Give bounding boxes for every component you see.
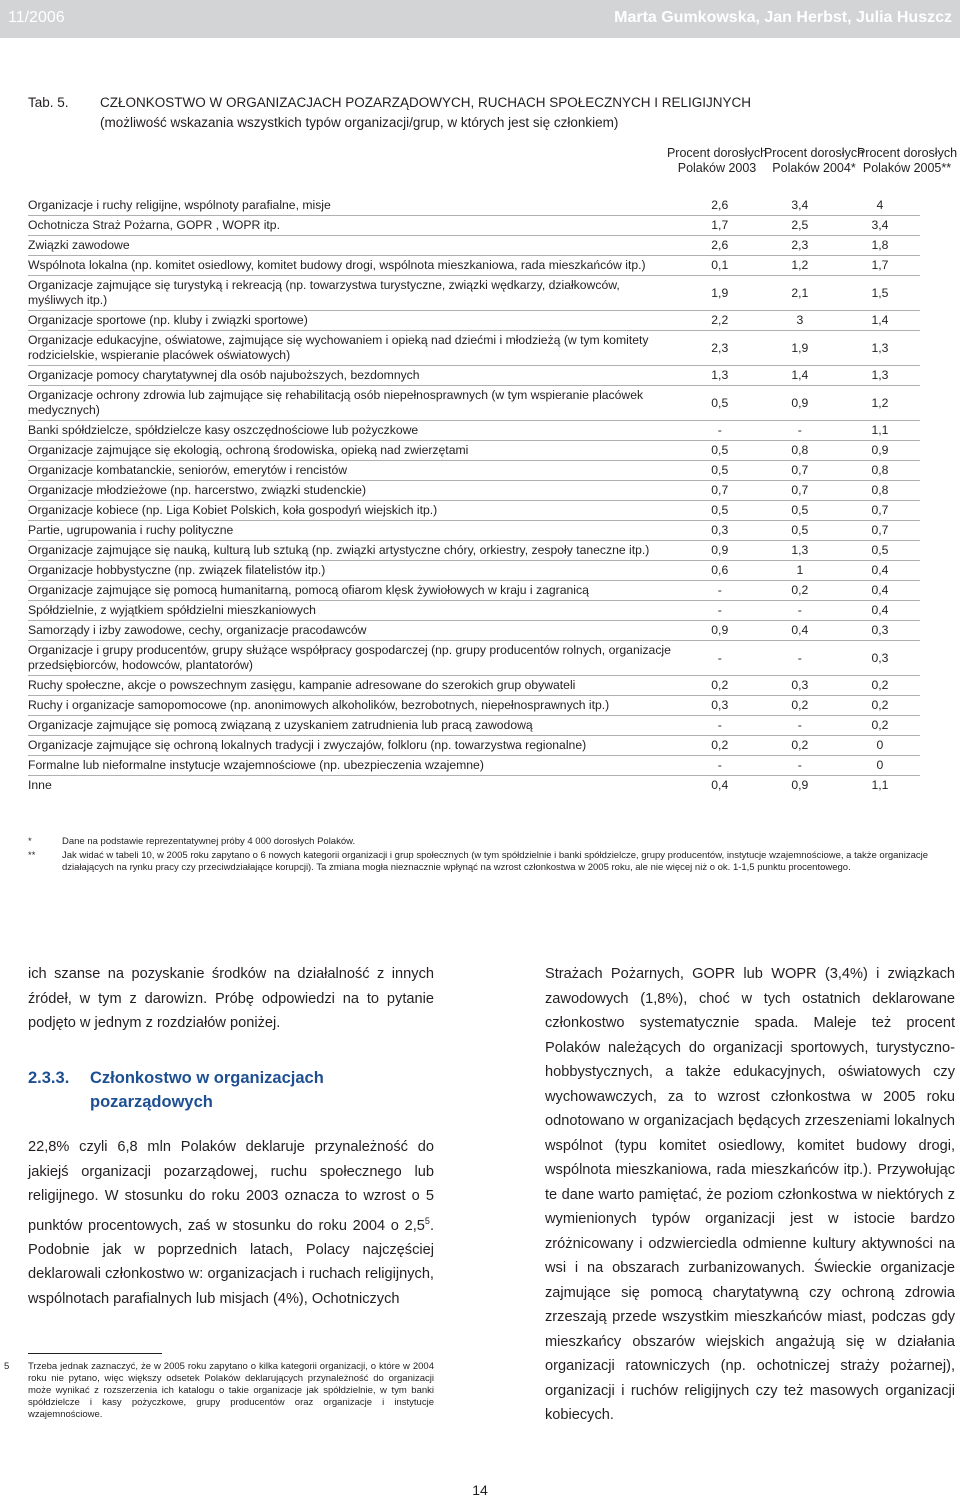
row-label: Organizacje zajmujące się pomocą humanitarną, pomocą ofiarom klęsk żywiołowych w kraju i zagranicą [28, 581, 680, 601]
value-2003: 2,3 [680, 331, 760, 366]
value-2003: - [680, 421, 760, 441]
row-label: Organizacje edukacyjne, oświatowe, zajmujące się wychowaniem i opieką nad dziećmi i młodzieżą (w tym komitety rodzicielskie, wspieranie placówek oświatowych) [28, 331, 680, 366]
page-header-bar [0, 0, 960, 38]
value-2005: 0 [840, 756, 920, 776]
row-label: Organizacje młodzieżowe (np. harcerstwo, związki studenckie) [28, 481, 680, 501]
value-2003: 0,7 [680, 481, 760, 501]
section-title: Członkostwo w organizacjach pozarządowych [90, 1069, 324, 1111]
paragraph-text: ich szanse na pozyskanie środków na działalność z innych źródeł, w tym z darowizn. Próbę odpowiedzi na to pytanie podjęto w jednym z rozdziałów poniżej. [28, 966, 434, 1031]
value-2003: 0,2 [680, 736, 760, 756]
row-label: Inne [28, 778, 52, 792]
value-2004: 2,1 [760, 276, 840, 311]
footnote-ref: 5 [424, 1215, 430, 1226]
value-2004: 0,9 [760, 386, 840, 421]
row-label: Organizacje pomocy charytatywnej dla osób najuboższych, bezdomnych [28, 366, 680, 386]
value-2005: 1,8 [840, 236, 920, 256]
row-label: Samorządy i izby zawodowe, cechy, organizacje pracodawców [28, 621, 680, 641]
row-label: Wspólnota lokalna (np. komitet osiedlowy, komitet budowy drogi, wspólnota mieszkaniowa, rada mieszkańców itp.) [28, 256, 680, 276]
value-2005: 0,9 [840, 441, 920, 461]
row-label: Organizacje zajmujące się nauką, kulturą lub sztuką (np. związki artystyczne chóry, orkiestry, zespoły taneczne itp.) [28, 541, 680, 561]
footnote-text: Jak widać w tabeli 10, w 2005 roku zapytano o 6 nowych kategorii organizacji i grup społecznych (w tym spółdzielnie i banki spółdzielcze, grupy producentów, instytucje wzajemnościowe, a także organizacje działających na rynku pracy czy przeciwdziałające korupcji). Ta zmiana mogła nieznacznie wpłynąć na wzrost członkostwa w 2005 roku, ale nie więcej niż o ok. 1-1,5 punktu procentowego. [62, 850, 929, 873]
row-label: Ruchy i organizacje samopomocowe (np. anonimowych alkoholików, bezrobotnych, niepełnosprawnych itp.) [28, 696, 680, 716]
table-subtitle: (możliwość wskazania wszystkich typów organizacji/grup, w których jest się członkiem) [100, 115, 619, 130]
value-2005: 0,7 [840, 521, 920, 541]
value-2005: 0,2 [840, 676, 920, 696]
table-row [28, 331, 920, 366]
value-2005: 0,2 [840, 716, 920, 736]
value-2003: 0,5 [680, 501, 760, 521]
table-number: Tab. 5. [28, 95, 69, 110]
value-2004: 3 [760, 311, 840, 331]
paragraph-part: . Podobnie jak w poprzednich latach, Polacy najczęściej deklarowali członkostwo w: organizacjach i ruchach religijnych, wspólnotach parafialnych lub misjach (4%), Ochotniczych [28, 1217, 434, 1307]
footnote-divider [28, 1353, 162, 1354]
value-2005: 1,5 [840, 276, 920, 311]
value-2005: 1,4 [840, 311, 920, 331]
table-row [28, 421, 920, 441]
row-label: Organizacje kombatanckie, seniorów, emerytów i rencistów [28, 461, 680, 481]
value-2003: 0,5 [680, 386, 760, 421]
row-label: Formalne lub nieformalne instytucje wzajemnościowe (np. ubezpieczenia wzajemne) [28, 756, 680, 776]
value-2004: 0,5 [760, 501, 840, 521]
value-2005: 1,3 [840, 331, 920, 366]
table-row [28, 501, 920, 521]
value-2005: 3,4 [840, 216, 920, 236]
row-label: Organizacje zajmujące się ekologią, ochroną środowiska, opieką nad zwierzętami [28, 441, 680, 461]
value-2004: 2,5 [760, 216, 840, 236]
row-label: Ruchy społeczne, akcje o powszechnym zasięgu, kampanie adresowane do szerokich grup obywateli [28, 676, 680, 696]
value-2003: 0,3 [680, 696, 760, 716]
value-2004: - [760, 641, 840, 676]
table-row [28, 541, 920, 561]
value-2004: 1,9 [760, 331, 840, 366]
table-row [28, 216, 920, 236]
table-row [28, 696, 920, 716]
value-2003: - [680, 641, 760, 676]
table-row [28, 276, 920, 311]
value-2003: 2,6 [680, 236, 760, 256]
row-label: Organizacje kobiece (np. Liga Kobiet Polskich, koła gospodyń wiejskich itp.) [28, 501, 680, 521]
value-2003: - [680, 601, 760, 621]
value-2005: 0,4 [840, 581, 920, 601]
value-2004: 0,2 [760, 696, 840, 716]
value-2003: 0,5 [680, 441, 760, 461]
footnote-text: Dane na podstawie reprezentatywnej próby 4 000 dorosłych Polaków. [62, 836, 356, 847]
table-row [28, 521, 920, 541]
value-2005: 4 [840, 196, 920, 216]
value-2003: 2,6 [680, 196, 760, 216]
table-row [28, 561, 920, 581]
paragraph-text: Strażach Pożarnych, GOPR lub WOPR (3,4%) i związkach zawodowych (1,8%), choć w tych ostatnich deklarowane członkostwo systematycznie spada. Maleje też procent Polaków należących do organizacji sportowych, turystyczno-hobbystycznych, a także edukacyjnych, oświatowych czy wychowawczych, za to wzrost członkostwa w 2005 roku odnotowano w organizacjach będących zrzeszeniami lokalnych wspólnot (typu komitet osiedlowy, komitet budowy drogi, wspólnota mieszkaniowa, rada mieszkańców itp.). Przywołując te dane warto pamiętać, że poziom członkostwa w niektórych z wymienionych typów organizacji jest w istocie bardzo zróżnicowany i odzwierciedla odmienne kultury aktywności na wsi i na obszarach zurbanizowanych. Świeckie organizacje zajmujące się pomocą charytatywną czy ochroną zdrowia zrzeszają przede wszystkim mieszkańców miast, podczas gdy mieszkańcy obszarów wiejskich angażują się w działania organizacji ratowniczych (np. ochotniczej straży pożarnej), organizacji i ruchów religijnych czy też masowych organizacji kobiecych. [545, 966, 955, 1423]
value-2005: 0,3 [840, 641, 920, 676]
table-row [28, 196, 920, 216]
value-2003: 0,2 [680, 676, 760, 696]
value-2005: 0,2 [840, 696, 920, 716]
value-2004: 0,2 [760, 581, 840, 601]
table-row [28, 621, 920, 641]
value-2005: 1,1 [840, 421, 920, 441]
value-2005: 1,1 [871, 778, 889, 792]
table-row [28, 676, 920, 696]
value-2003: 0,6 [680, 561, 760, 581]
row-label: Organizacje sportowe (np. kluby i związki sportowe) [28, 311, 680, 331]
value-2003: 0,9 [680, 621, 760, 641]
body-paragraph-membership [28, 1135, 434, 1311]
value-2004: 0,8 [760, 441, 840, 461]
footnote-5-text: Trzeba jednak zaznaczyć, że w 2005 roku zapytano o kilka kategorii organizacji, o które w 2004 roku nie pytano, więc większy odsetek Polaków deklarujących przynależność do organizacji może wynikać z rozszerzenia ich katalogu o takie organizacje jak spółdzielnie, w tym banki spółdzielcze i kasy pożyczkowe, grupy producentów oraz organizacje i instytucje wzajemnościowe. [28, 1361, 434, 1420]
row-label: Organizacje i ruchy religijne, wspólnoty parafialne, misje [28, 196, 680, 216]
value-2004: 1,3 [760, 541, 840, 561]
value-2003: - [680, 581, 760, 601]
table-row [28, 581, 920, 601]
value-2003: 2,2 [680, 311, 760, 331]
row-label: Organizacje zajmujące się pomocą związaną z uzyskaniem zatrudnienia lub pracą zawodową [28, 716, 680, 736]
value-2005: 0,4 [840, 561, 920, 581]
column-header-2004: Procent dorosłych Polaków 2004* [763, 146, 865, 175]
value-2003: - [680, 756, 760, 776]
table-row [28, 716, 920, 736]
value-2003: 0,3 [680, 521, 760, 541]
value-2005: 0,3 [840, 621, 920, 641]
value-2003: 1,3 [680, 366, 760, 386]
paragraph-text [28, 1135, 434, 1311]
value-2003: 1,9 [680, 276, 760, 311]
value-2004: 1,4 [760, 366, 840, 386]
value-2005: 1,7 [840, 256, 920, 276]
footnote-5-mark: 5 [4, 1361, 10, 1372]
value-2005: 1,2 [840, 386, 920, 421]
value-2004: 0,3 [760, 676, 840, 696]
row-label: Organizacje i grupy producentów, grupy służące współpracy gospodarczej (np. grupy producentów rolnych, organizacje przedsiębiorców, hodowców, plantatorów) [28, 641, 680, 676]
row-label: Organizacje zajmujące się ochroną lokalnych tradycji i zwyczajów, folkloru (np. towarzystwa regionalne) [28, 736, 680, 756]
row-label: Partie, ugrupowania i ruchy polityczne [28, 521, 680, 541]
value-2003: 0,1 [680, 256, 760, 276]
table-row [28, 366, 920, 386]
value-2005: 0,5 [840, 541, 920, 561]
value-2004: 3,4 [760, 196, 840, 216]
table-row [28, 461, 920, 481]
value-2004: 2,3 [760, 236, 840, 256]
value-2005: 0,8 [840, 481, 920, 501]
table-title: CZŁONKOSTWO W ORGANIZACJACH POZARZĄDOWYCH, RUCHACH SPOŁECZNYCH I RELIGIJNYCH [100, 95, 752, 110]
table-row [28, 756, 920, 776]
row-label: Organizacje ochrony zdrowia lub zajmujące się rehabilitacją osób niepełnosprawnych (w tym wspieranie placówek medycznych) [28, 386, 680, 421]
table-row [28, 236, 920, 256]
table-row [28, 386, 920, 421]
value-2005: 1,3 [840, 366, 920, 386]
value-2004: - [760, 756, 840, 776]
value-2004: 0,7 [760, 481, 840, 501]
membership-table [28, 196, 920, 795]
value-2003: 0,5 [680, 461, 760, 481]
row-label: Organizacje hobbystyczne (np. związek filatelistów itp.) [28, 561, 680, 581]
table-row [28, 256, 920, 276]
value-2003: 1,7 [680, 216, 760, 236]
table-row [28, 776, 920, 796]
table-row [28, 441, 920, 461]
row-label: Spółdzielnie, z wyjątkiem spółdzielni mieszkaniowych [28, 601, 680, 621]
value-2004: 1 [760, 561, 840, 581]
table-row [28, 736, 920, 756]
row-label: Związki zawodowe [28, 236, 680, 256]
value-2003: 0,4 [711, 778, 729, 792]
value-2004: - [760, 601, 840, 621]
value-2005: 0,4 [840, 601, 920, 621]
value-2004: 0,5 [760, 521, 840, 541]
value-2004: 1,2 [760, 256, 840, 276]
row-label: Organizacje zajmujące się turystyką i rekreacją (np. towarzystwa turystyczne, związki wędkarzy, działkowców, myśliwych itp.) [28, 276, 680, 311]
table-row [28, 641, 920, 676]
value-2004: - [760, 716, 840, 736]
value-2003: 0,9 [680, 541, 760, 561]
table-row [28, 481, 920, 501]
footnote-mark: * [28, 836, 32, 847]
value-2005: 0,7 [840, 501, 920, 521]
body-paragraph-intro [28, 962, 434, 1036]
body-paragraph-right-column [545, 962, 955, 1428]
value-2004: 0,2 [760, 736, 840, 756]
issue-number: 11/2006 [8, 9, 65, 26]
table-row [28, 601, 920, 621]
footnote-mark: ** [28, 850, 36, 861]
row-label: Banki spółdzielcze, spółdzielcze kasy oszczędnościowe lub pożyczkowe [28, 421, 680, 441]
value-2004: - [760, 421, 840, 441]
section-number: 2.3.3. [28, 1069, 70, 1087]
value-2004: 0,7 [760, 461, 840, 481]
value-2003: - [680, 716, 760, 736]
value-2005: 0,8 [840, 461, 920, 481]
table-row [28, 311, 920, 331]
row-label: Ochotnicza Straż Pożarna, GOPR , WOPR itp. [28, 216, 680, 236]
column-header-2003: Procent dorosłych Polaków 2003 [666, 146, 768, 175]
column-header-2005: Procent dorosłych Polaków 2005** [856, 146, 958, 175]
page-number: 14 [472, 1482, 488, 1498]
value-2004: 0,9 [791, 778, 809, 792]
value-2004: 0,4 [760, 621, 840, 641]
paragraph-part: 22,8% czyli 6,8 mln Polaków deklaruje przynależność do jakiejś organizacji pozarządowej, ruchu społecznego lub religijnego. W stosunku do roku 2003 oznacza to wzrost o 5 punktów procentowych, zaś w stosunku do roku 2004 o 2,5 [28, 1139, 434, 1234]
header-authors: Marta Gumkowska, Jan Herbst, Julia Huszcz [614, 9, 952, 26]
value-2005: 0 [840, 736, 920, 756]
